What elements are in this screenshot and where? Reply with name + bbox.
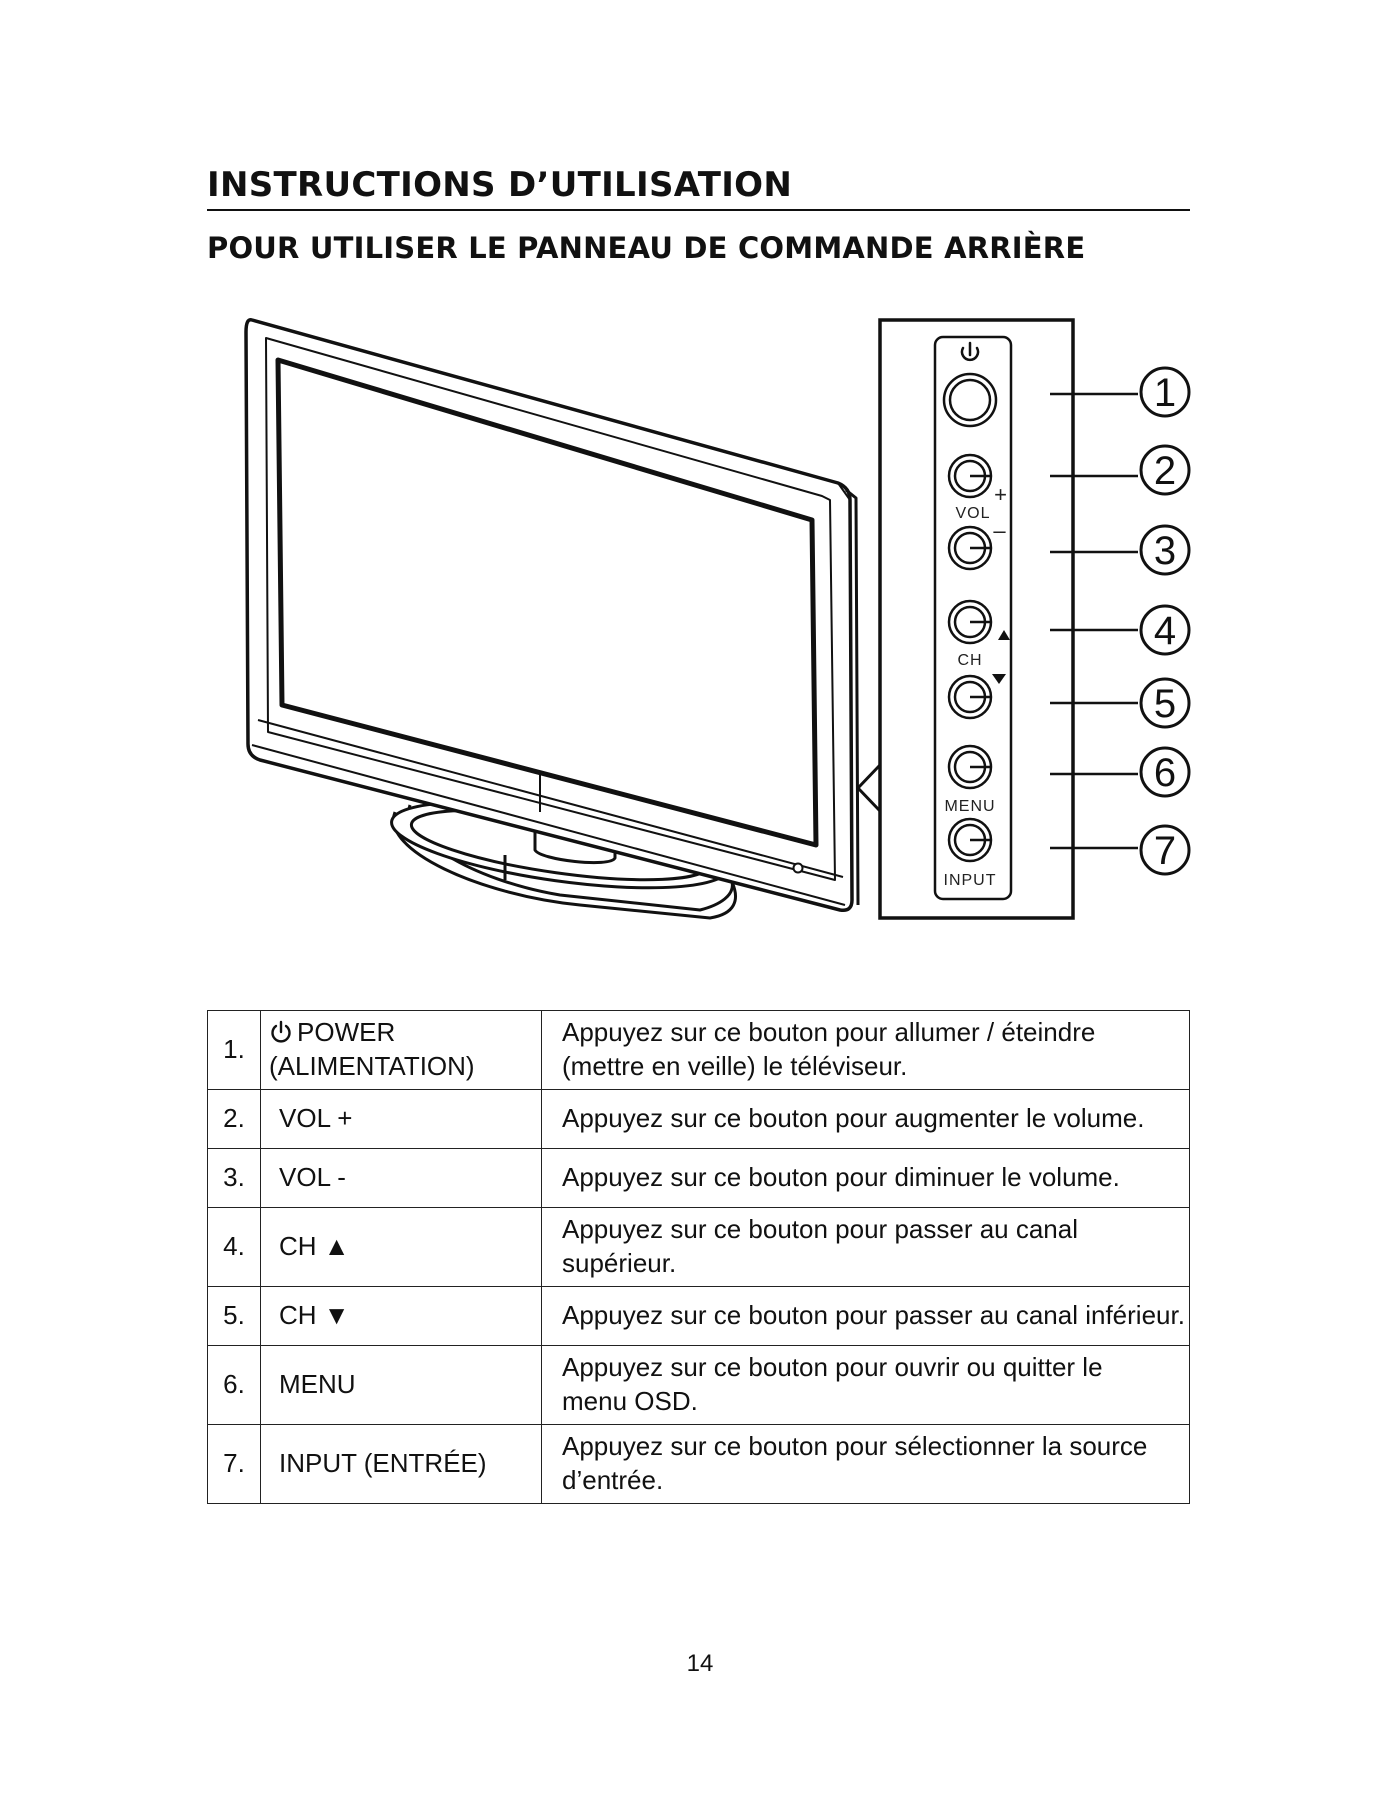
description-line2: (mettre en veille) le téléviseur.: [562, 1051, 908, 1081]
control-description: Appuyez sur ce bouton pour passer au canal inférieur.: [542, 1287, 1190, 1346]
row-number: 6.: [208, 1346, 261, 1425]
vol-plus-button: [949, 455, 991, 497]
callout-6: 6: [1153, 751, 1177, 795]
table-row: [208, 1287, 1190, 1346]
tv-body: [246, 320, 858, 911]
table-row: [208, 1149, 1190, 1208]
power-icon: [269, 1020, 293, 1044]
control-name-line2: (ALIMENTATION): [269, 1051, 475, 1081]
control-description: [542, 1208, 1190, 1287]
control-description: [542, 1425, 1190, 1504]
ch-label: CH: [957, 652, 983, 669]
power-button: [944, 374, 996, 426]
control-name: MENU: [261, 1346, 542, 1425]
control-name: VOL +: [261, 1090, 542, 1149]
row-number: 2.: [208, 1090, 261, 1149]
page-title: INSTRUCTIONS D’UTILISATION: [207, 165, 793, 205]
callout-3: 3: [1153, 529, 1177, 573]
callout-5: 5: [1153, 682, 1177, 726]
input-button: [949, 819, 991, 861]
table-row: [208, 1208, 1190, 1287]
callout-4: 4: [1153, 609, 1177, 653]
table-row: [208, 1090, 1190, 1149]
table-row: [208, 1346, 1190, 1425]
control-name: CH ▼: [261, 1287, 542, 1346]
table-row: [208, 1011, 1190, 1090]
ch-up-button: [949, 601, 991, 643]
control-name-line1: [269, 1017, 395, 1047]
callout-1: 1: [1153, 371, 1177, 415]
callout-7: 7: [1153, 829, 1177, 873]
row-number: 4.: [208, 1208, 261, 1287]
control-name-text: POWER: [297, 1017, 396, 1048]
row-number: 3.: [208, 1149, 261, 1208]
vol-minus-button: [949, 527, 991, 569]
description-line1: Appuyez sur ce bouton pour sélectionner la source: [562, 1431, 1148, 1462]
table-row: [208, 1425, 1190, 1504]
ch-down-button: [949, 676, 991, 718]
vol-plus-sign: +: [994, 482, 1008, 507]
control-name: VOL -: [261, 1149, 542, 1208]
input-label: INPUT: [943, 872, 997, 889]
section-subtitle: POUR UTILISER LE PANNEAU DE COMMANDE ARRIÈRE: [207, 231, 1086, 265]
menu-button: [949, 746, 991, 788]
description-line1: Appuyez sur ce bouton pour ouvrir ou quitter le: [562, 1352, 1103, 1383]
control-name: [261, 1011, 542, 1090]
control-description: Appuyez sur ce bouton pour augmenter le volume.: [542, 1090, 1190, 1149]
control-description: [542, 1011, 1190, 1090]
row-number: 7.: [208, 1425, 261, 1504]
description-line2: d’entrée.: [562, 1465, 664, 1495]
control-description: [542, 1346, 1190, 1425]
row-number: 1.: [208, 1011, 261, 1090]
description-line2: menu OSD.: [562, 1386, 698, 1416]
description-line1: Appuyez sur ce bouton pour passer au canal: [562, 1214, 1079, 1245]
zoom-connector: [858, 765, 880, 811]
description-line1: Appuyez sur ce bouton pour allumer / éteindre: [562, 1017, 1096, 1048]
control-description: Appuyez sur ce bouton pour diminuer le volume.: [542, 1149, 1190, 1208]
page-number: 14: [686, 1650, 714, 1677]
control-name: CH ▲: [261, 1208, 542, 1287]
menu-label: MENU: [944, 798, 996, 815]
vol-minus-sign: –: [993, 518, 1007, 543]
row-number: 5.: [208, 1287, 261, 1346]
controls-table: [207, 1010, 1190, 1504]
vol-label: VOL: [955, 505, 991, 522]
callout-2: 2: [1153, 449, 1177, 493]
description-line2: supérieur.: [562, 1248, 677, 1278]
control-name: INPUT (ENTRÉE): [261, 1425, 542, 1504]
